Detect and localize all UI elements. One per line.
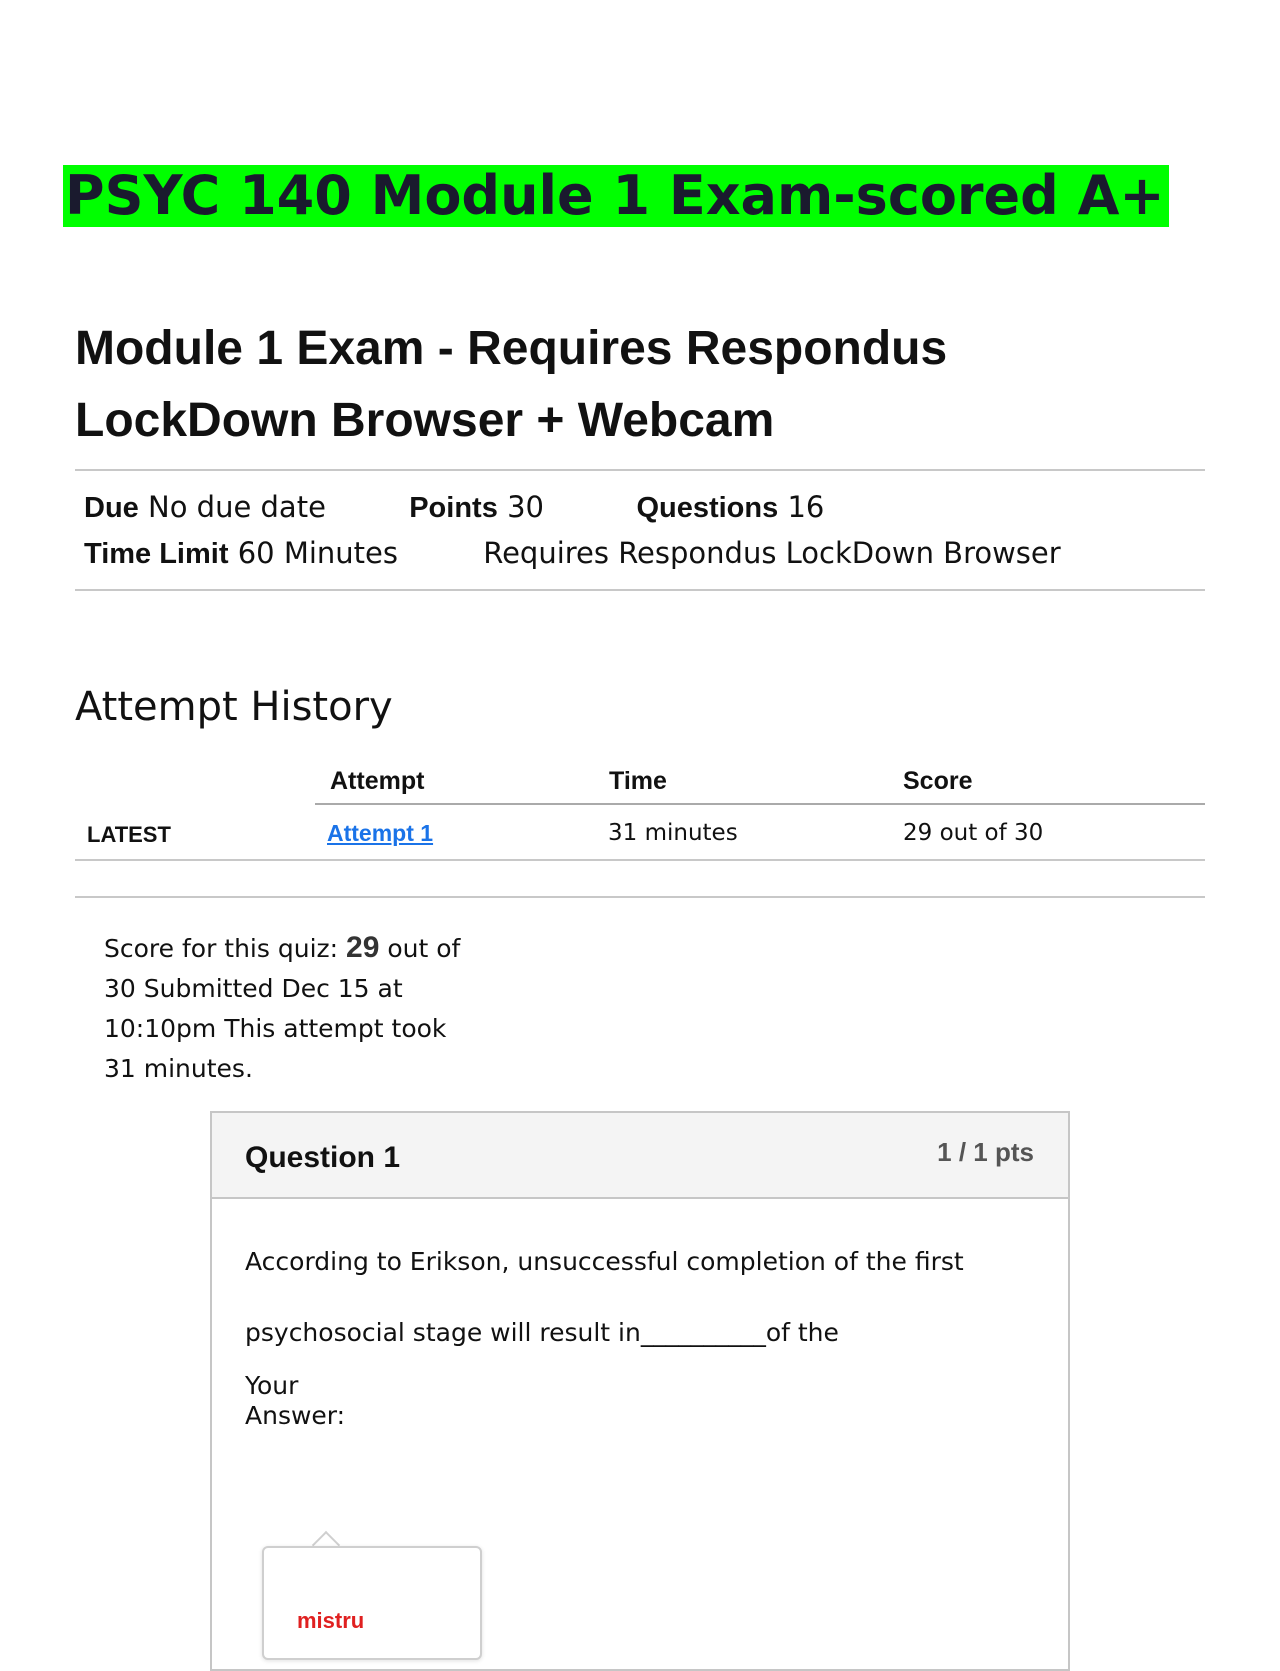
quiz-score-summary xyxy=(104,928,484,1089)
questions-label: Questions xyxy=(636,492,779,524)
due-label: Due xyxy=(84,492,139,524)
divider xyxy=(75,859,1205,861)
exam-title: Module 1 Exam - Requires Respondus LockDown Browser + Webcam xyxy=(75,322,948,447)
table-header-rule xyxy=(315,803,1205,805)
due-field xyxy=(84,490,400,525)
question-title: Question 1 xyxy=(245,1141,401,1174)
due-value: No due date xyxy=(148,490,326,524)
quiz-score-value: 29 xyxy=(346,931,380,964)
question-header xyxy=(212,1113,1068,1199)
question-card xyxy=(210,1111,1070,1671)
time-cell: 31 minutes xyxy=(608,820,738,846)
question-points: 1 / 1 pts xyxy=(937,1137,1034,1167)
answer-text: mistru xyxy=(297,1608,365,1633)
score-prefix: Score for this quiz: xyxy=(104,934,347,963)
score-cell: 29 out of 30 xyxy=(903,820,1044,846)
column-header-time: Time xyxy=(609,767,667,795)
questions-field xyxy=(636,490,824,525)
time-limit-value: 60 Minutes xyxy=(237,536,398,570)
attempt-1-link[interactable]: Attempt 1 xyxy=(327,820,434,846)
column-header-attempt: Attempt xyxy=(330,767,425,795)
points-value: 30 xyxy=(507,490,544,524)
exam-meta-row-1 xyxy=(84,490,824,525)
points-field xyxy=(409,490,627,525)
column-header-score: Score xyxy=(903,767,973,795)
questions-value: 16 xyxy=(787,490,825,524)
divider xyxy=(75,896,1205,898)
question-text-continued: psychosocial stage will result in__________of the xyxy=(245,1318,839,1347)
document-banner-title: PSYC 140 Module 1 Exam-scored A+ xyxy=(63,165,1169,227)
exam-meta-row-2 xyxy=(84,536,1061,571)
attempt-cell xyxy=(327,820,433,847)
attempt-history-title: Attempt History xyxy=(75,684,393,730)
divider xyxy=(75,469,1205,471)
score-suffix: out of 30 Submitted Dec 15 at 10:10pm This attempt took 31 minutes. xyxy=(104,934,461,1083)
points-label: Points xyxy=(409,492,498,524)
lockdown-requirement: Requires Respondus LockDown Browser xyxy=(483,536,1061,570)
divider xyxy=(75,589,1205,591)
your-answer-label: Your Answer: xyxy=(245,1371,346,1430)
question-text: According to Erikson, unsuccessful completion of the first xyxy=(245,1247,964,1276)
time-limit-label: Time Limit xyxy=(84,538,229,570)
time-limit-field xyxy=(84,536,474,571)
latest-tag: LATEST xyxy=(87,822,171,847)
answer-bubble xyxy=(262,1546,482,1660)
